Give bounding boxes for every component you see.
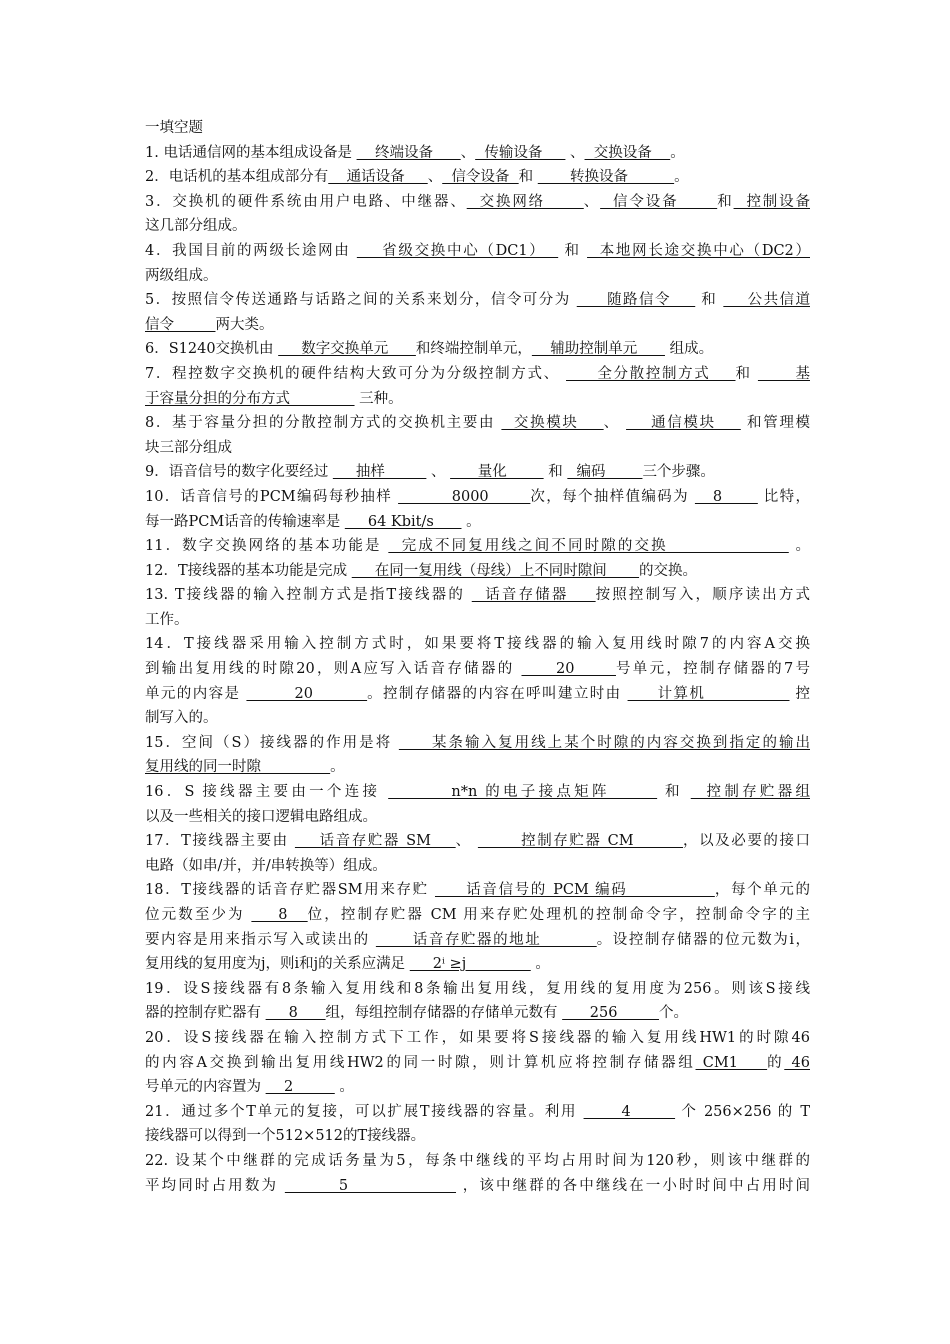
text-line: 接线器可以得到一个512×512的T接线器。 [145,1128,426,1145]
answer-blank: 本地网长途交换中心（DC2） [587,242,810,259]
text-line: 3．交换机的硬件系统由用户电路、中继器、 交换网络 、 信令设备 和 控制设备 [145,193,810,210]
answer-blank: 转换设备 [537,169,675,186]
text-line: 平均同时占用数为 5 ，该中继群的各中继线在一小时时间中占用时间 [145,1177,810,1194]
answer-blank: 控制存贮器 CM [477,833,684,850]
text-line: 制写入的。 [145,710,218,727]
text-line: 每一路PCM话音的传输速率是 64 Kbit/s 。 [145,513,481,530]
answer-blank: 2ⁱ ≥j [409,956,531,973]
text-line: 4．我国目前的两级长途网由 省级交换中心（DC1） 和 本地网长途交换中心（DC2） [145,242,810,259]
answer-blank: 完成不同复用线之间不同时隙的交换 [388,538,789,555]
answer-blank: 64 Kbit/s [344,513,462,530]
text-line: 号单元的内容置为 2 。 [145,1079,354,1096]
section-title: 一填空题 [145,120,203,136]
answer-blank: 公共信道 [723,292,810,309]
answer-blank: 控制设备 [733,193,810,210]
question-list [145,141,810,1199]
answer-blank: 基 [757,365,810,382]
text-line: 16．S 接线器主要由一个连接 n*n 的电子接点矩阵 和 控制存贮器组 [145,784,810,801]
text-line: 19．设S接线器有8条输入复用线和8条输出复用线，复用线的复用度为256。则该S接线 [145,980,810,997]
answer-blank: 256 [562,1005,659,1022]
text-line: 22. 设某个中继群的完成话务量为5，每条中继线的平均占用时间为120秒，则该中继群的 [145,1152,810,1169]
text-line: 器的控制存贮器有 8 组，每组控制存储器的存储单元数有 256 个。 [145,1005,688,1022]
text-line: 18．T接线器的话音存贮器SM用来存贮 话音信号的 PCM 编码 ，每个单元的 [145,882,810,899]
text-line: 单元的内容是 20 。控制存储器的内容在呼叫建立时由 计算机 控 [145,685,810,702]
text-line: 14．T接线器采用输入控制方式时，如果要将T接线器的输入复用线时隙7的内容A交换 [145,636,810,653]
answer-blank: 全分散控制方式 [566,365,736,382]
text-line: 15．空间（S）接线器的作用是将 某条输入复用线上某个时隙的内容交换到指定的输出 [145,734,810,751]
answer-blank: 20 [246,685,368,702]
answer-blank: 话音存储器 [471,587,596,604]
text-line: 17．T接线器主要由 话音存贮器 SM 、 控制存贮器 CM ，以及必要的接口 [145,833,810,850]
answer-blank: 5 [284,1177,457,1194]
answer-blank: 控制存贮器组 [690,784,810,801]
text-line: 9．语音信号的数字化要经过 抽样 、 量化 和 编码 三个步骤。 [145,464,715,481]
answer-blank: 复用线的同一时隙 [145,759,331,776]
answer-blank: 交换网络 [466,193,584,210]
text-line: 5．按照信令传送通路与话路之间的关系来划分，信令可分为 随路信令 和 公共信道 [145,292,810,309]
answer-blank: 数字交换单元 [278,341,416,358]
answer-blank: 8 [251,907,308,923]
text-line: 20．设S接线器在输入控制方式下工作，如果要将S接线器的输入复用线HW1的时隙46 [145,1029,810,1046]
answer-blank: n*n 的电子接点矩阵 [388,784,658,801]
answer-blank: 8 [694,488,758,505]
text-line: 于容量分担的分布方式 三种。 [145,390,403,407]
document-body [145,116,810,1198]
text-line: 电路（如串/并，并/串转换等）组成。 [145,857,387,874]
answer-blank: 信令设备 [442,169,519,186]
answer-blank: 话音存贮器的地址 [375,931,597,948]
answer-blank: 辅助控制单元 [531,341,665,358]
text-line: 到输出复用线的时隙20，则A应写入话音存储器的 20 号单元，控制存储器的7号 [145,661,810,678]
answer-blank: 在同一复用线（母线）上不同时隙间 [351,562,640,579]
answer-blank: 于容量分担的分布方式 [145,390,355,407]
text-line: 2．电话机的基本组成部分有 通话设备 、 信令设备 和 转换设备 。 [145,169,689,186]
text-line: 7．程控数字交换机的硬件结构大致可分为分级控制方式、 全分散控制方式 和 基 [145,365,810,382]
answer-blank: 传输设备 [475,144,566,161]
answer-blank: 量化 [450,464,544,481]
text-line: 以及一些相关的接口逻辑电路组成。 [145,808,377,825]
text-line: 信令 两大类。 [145,316,274,333]
answer-blank: 信令 [145,316,216,333]
answer-blank: CM1 [695,1054,768,1071]
text-line: 8．基于容量分担的分散控制方式的交换机主要由 交换模块 、 通信模块 和管理模 [145,415,810,432]
text-line: 10．话音信号的PCM编码每秒抽样 8000 次，每个抽样值编码为 8 比特， [145,488,810,505]
text-line: 位元数至少为 8 位，控制存贮器 CM 用来存贮处理机的控制命令字，控制命令字的主 [145,907,810,923]
answer-blank: 8 [265,1005,326,1022]
answer-blank: 计算机 [627,685,790,702]
answer-blank: 编码 [567,464,643,481]
answer-blank: 抽样 [332,464,427,481]
text-line: 6．S1240交换机由 数字交换单元 和终端控制单元， 辅助控制单元 组成。 [145,341,714,358]
answer-blank: 20 [521,661,616,678]
text-line: 21．通过多个T单元的复接，可以扩展T接线器的容量。利用 4 个 256×256 的 T [145,1103,810,1120]
answer-blank: 4 [583,1103,676,1120]
text-line: 12．T接线器的基本功能是完成 在同一复用线（母线）上不同时隙间 的交换。 [145,562,698,579]
answer-blank: 信令设备 [600,193,718,210]
answer-blank: 终端设备 [356,144,461,161]
answer-blank: 46 [784,1054,810,1071]
answer-blank: 8000 [398,488,531,505]
answer-blank: 随路信令 [576,292,696,309]
answer-blank: 通话设备 [328,169,428,186]
text-line: 两级组成。 [145,267,218,284]
answer-blank: 通信模块 [626,415,741,432]
text-line: 块三部分组成 [145,439,232,456]
answer-blank: 交换设备 [584,144,671,161]
text-line: 11．数字交换网络的基本功能是 完成不同复用线之间不同时隙的交换 。 [145,538,810,555]
text-line: 复用线的同一时隙 。 [145,759,345,776]
answer-blank: 某条输入复用线上某个时隙的内容交换到指定的输出 [398,734,810,751]
text-line: 要内容是用来指示写入或读出的 话音存贮器的地址 。设控制存储器的位元数为i， [145,931,810,948]
text-line: 这几部分组成。 [145,218,247,235]
answer-blank: 2 [265,1079,335,1096]
answer-blank: 交换模块 [501,415,604,432]
answer-blank: 省级交换中心（DC1） [356,242,559,259]
text-line: 的内容A交换到输出复用线HW2的同一时隙，则计算机应将控制存储器组 CM1 的 46 [145,1054,810,1071]
answer-blank: 话音存贮器 SM [294,833,456,850]
text-line: 13. T接线器的输入控制方式是指T接线器的 话音存储器 按照控制写入，顺序读出方式 [145,587,810,604]
text-line: 1. 电话通信网的基本组成设备是 终端设备 、 传输设备 、 交换设备 。 [145,144,685,161]
text-line: 工作。 [145,611,189,628]
text-line: 复用线的复用度为j，则i和j的关系应满足 2ⁱ ≥j 。 [145,956,550,973]
answer-blank: 话音信号的 PCM 编码 [434,882,715,899]
